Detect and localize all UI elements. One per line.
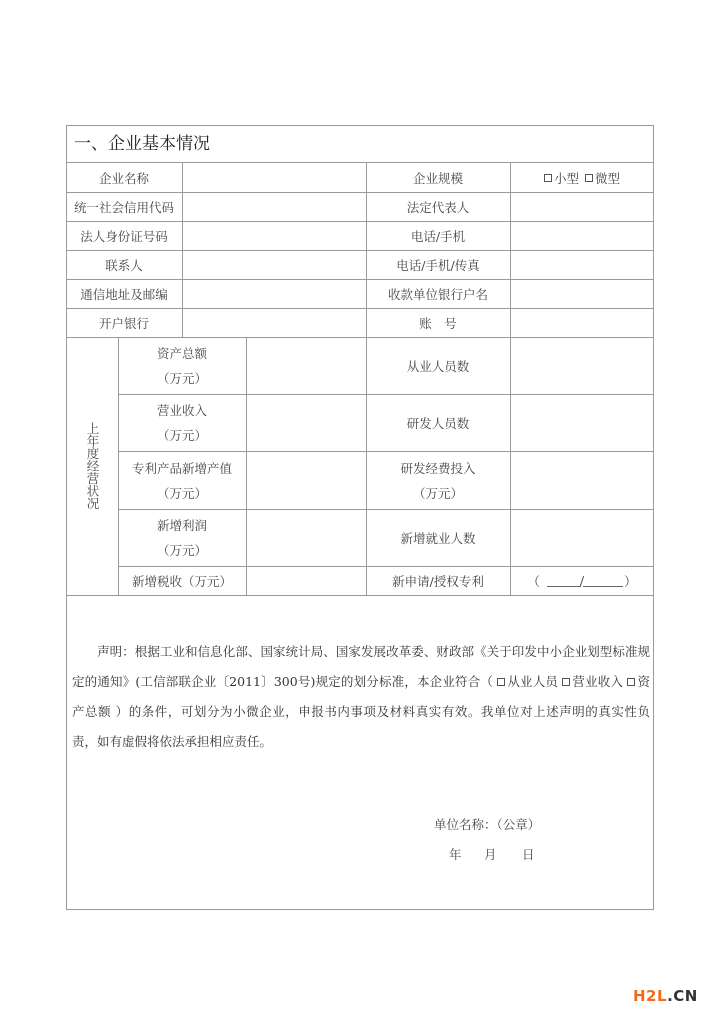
legal-id-field[interactable] <box>183 222 366 250</box>
checkbox-icon[interactable] <box>497 678 505 686</box>
criteria-employees[interactable]: 从业人员 <box>497 674 558 689</box>
checkbox-icon[interactable] <box>585 174 593 182</box>
field-label: 从业人员数 <box>406 358 470 374</box>
patent-applied-blank[interactable] <box>547 574 581 587</box>
date-year-label: 年 <box>449 847 462 862</box>
field-label: 研发经费投入 （万元） <box>400 460 476 501</box>
field-label: 企业名称 <box>98 170 149 186</box>
field-label: 企业规模 <box>412 170 463 186</box>
total-assets-field[interactable] <box>247 338 366 394</box>
company-scale-options <box>510 163 654 192</box>
date-day-label: 日 <box>522 847 535 862</box>
revenue-field[interactable] <box>247 395 366 451</box>
checkbox-icon[interactable] <box>562 678 570 686</box>
field-label: 电话/手机/传真 <box>396 257 480 273</box>
field-label: 新增就业人数 <box>400 530 476 546</box>
field-label: 统一社会信用代码 <box>73 199 174 215</box>
criteria-revenue[interactable]: 营业收入 <box>562 674 623 689</box>
section-title: 一、企业基本情况 <box>66 125 654 163</box>
row-divider <box>66 595 654 596</box>
credit-code-field[interactable] <box>183 193 366 221</box>
field-label: 营业收入 （万元） <box>156 403 207 443</box>
date-month-label: 月 <box>484 847 497 862</box>
criteria-assets[interactable]: 资产总额 <box>72 674 650 719</box>
company-name-field[interactable] <box>183 164 366 192</box>
new-jobs-field[interactable] <box>511 510 654 566</box>
field-label: 开户银行 <box>98 315 149 331</box>
address-field[interactable] <box>183 280 366 308</box>
field-label: 账 号 <box>419 315 457 331</box>
patent-granted-blank[interactable] <box>583 574 623 587</box>
bank-field[interactable] <box>183 309 366 337</box>
legal-phone-field[interactable] <box>511 222 654 250</box>
field-label: 电话/手机 <box>410 228 466 244</box>
watermark-logo: H2L.CN <box>633 987 698 1005</box>
field-label: 新申请/授权专利 <box>392 573 484 589</box>
field-label: 联系人 <box>105 257 143 273</box>
patent-output-field[interactable] <box>247 452 366 509</box>
scale-option-small[interactable]: 小型 <box>544 169 579 187</box>
unit-seal-label: 单位名称：（公章） <box>434 817 541 832</box>
rd-staff-field[interactable] <box>511 395 654 451</box>
new-tax-field[interactable] <box>247 567 366 595</box>
new-profit-field[interactable] <box>247 510 366 566</box>
contact-field[interactable] <box>183 251 366 279</box>
field-label: 新增利润 （万元） <box>156 518 207 558</box>
declaration-text: 声明：根据工业和信息化部、国家统计局、国家发展改革委、财政部《关于印发中小企业划型标准规定的通知》(工信部联企业〔2011〕300号)规定的划分标准，本企业符合（ 从业人员 营业收入 资产总额 ）的条件，可划分为小微企业，申报书内事项及材料真实有效。我单位对上述声明的真实性负责，如有虚假将依法承担相应责任。 <box>72 644 650 749</box>
checkbox-icon[interactable] <box>544 174 552 182</box>
field-label: 通信地址及邮编 <box>80 286 168 302</box>
legal-rep-field[interactable] <box>511 193 654 221</box>
rd-expense-field[interactable] <box>511 452 654 509</box>
account-name-field[interactable] <box>511 280 654 308</box>
field-label: 收款单位银行户名 <box>387 286 488 302</box>
field-label: 法人身份证号码 <box>80 228 168 244</box>
account-number-field[interactable] <box>511 309 654 337</box>
field-label: 专利产品新增产值 （万元） <box>131 460 232 501</box>
operations-group-label: 上年度经营状况 <box>85 422 100 510</box>
field-label: 新增税收（万元） <box>131 573 232 589</box>
field-label: 研发人员数 <box>406 415 470 431</box>
employees-field[interactable] <box>511 338 654 394</box>
scale-option-micro[interactable]: 微型 <box>585 169 620 187</box>
patent-count-field: （ / ） <box>527 573 637 589</box>
field-label: 资产总额 （万元） <box>156 346 207 386</box>
checkbox-icon[interactable] <box>627 678 635 686</box>
field-label: 法定代表人 <box>406 199 470 215</box>
contact-phone-field[interactable] <box>511 251 654 279</box>
